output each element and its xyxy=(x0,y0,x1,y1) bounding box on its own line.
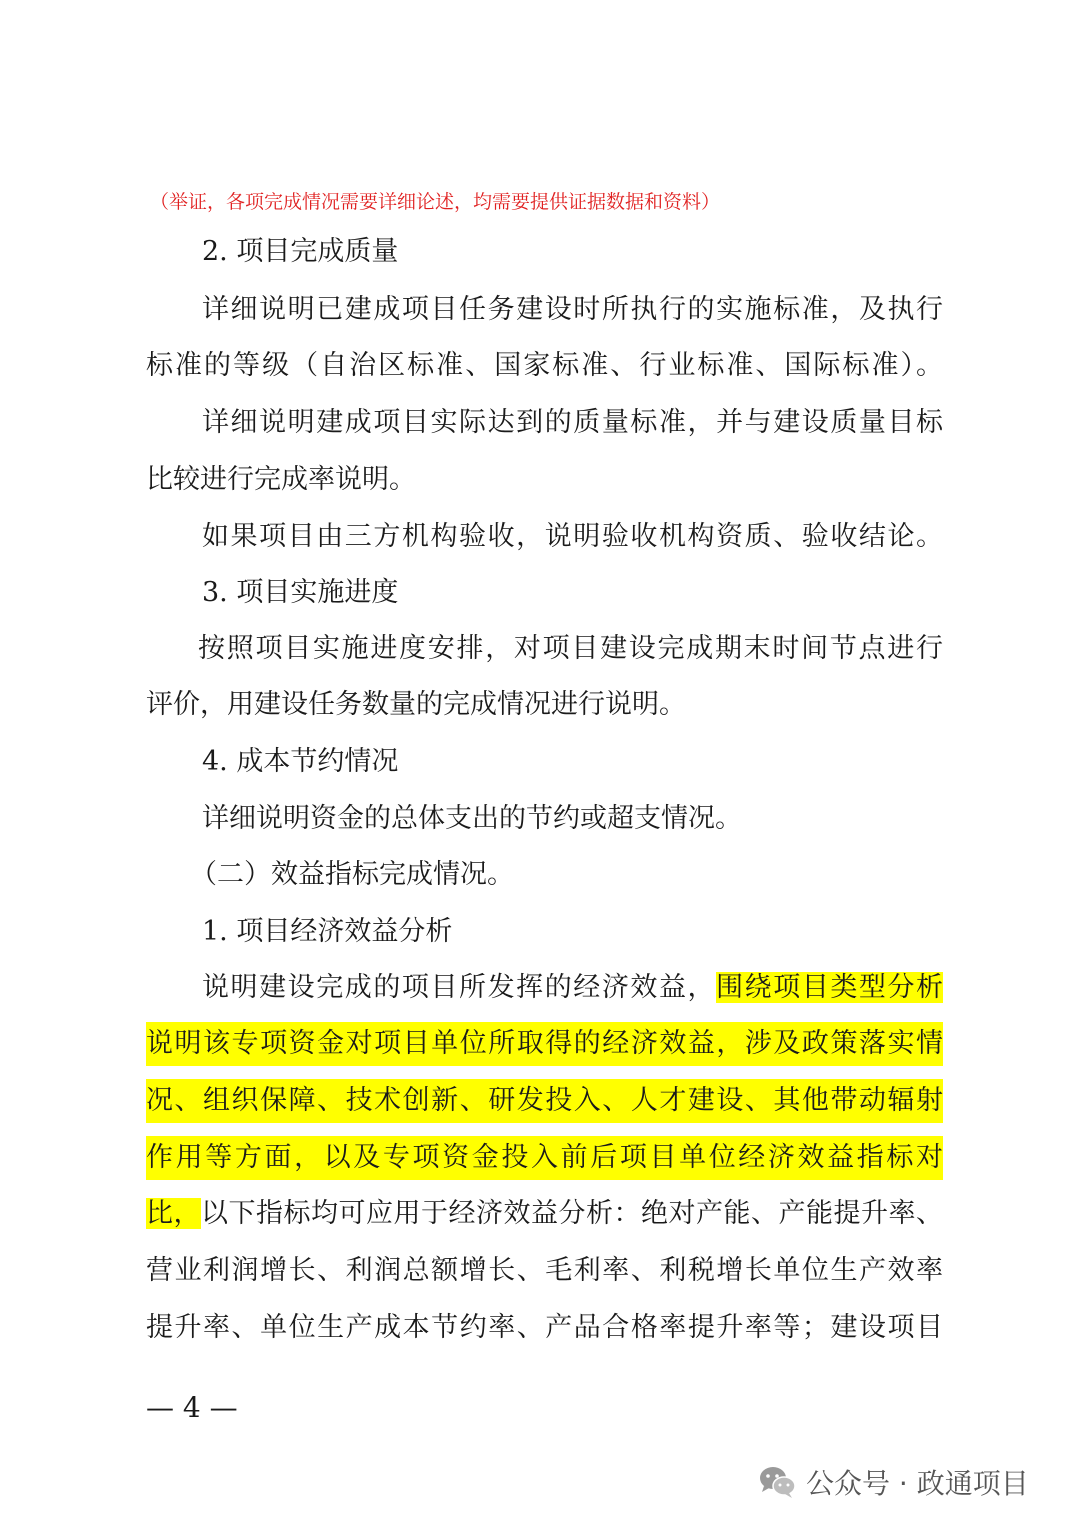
benefit-section-heading: （二）效益指标完成情况。 xyxy=(190,859,514,890)
cost-paragraph: 详细说明资金的总体支出的节约或超支情况。 xyxy=(202,803,742,834)
quality-paragraph-3: 如果项目由三方机构验收，说明验收机构资质、验收结论。 xyxy=(202,521,943,552)
quality-heading: 2. 项目完成质量 xyxy=(202,236,399,267)
wechat-watermark xyxy=(758,1462,1029,1502)
progress-paragraph-line-1: 按照项目实施进度安排，对项目建设完成期末时间节点进行 xyxy=(198,633,943,664)
highlighted-line-4: 作用等方面，以及专项资金投入前后项目单位经济效益指标对 xyxy=(146,1136,943,1180)
quality-paragraph-2-line-2: 比较进行完成率说明。 xyxy=(146,464,416,495)
economic-paragraph-line-6: 营业利润增长、利润总额增长、毛利率、利税增长单位生产效率 xyxy=(146,1255,943,1286)
highlighted-line-2: 说明该专项资金对项目单位所取得的经济效益，涉及政策落实情 xyxy=(146,1022,943,1066)
economic-paragraph-line-7: 提升率、单位生产成本节约率、产品合格率提升率等；建设项目 xyxy=(146,1312,943,1343)
economic-line-1-text: 说明建设完成的项目所发挥的经济效益， xyxy=(202,972,717,1003)
cost-heading: 4. 成本节约情况 xyxy=(202,746,399,777)
evidence-note: （举证，各项完成情况需要详细论述，均需要提供证据数据和资料） xyxy=(150,191,721,213)
economic-paragraph-line-5 xyxy=(146,1192,943,1236)
economic-paragraph-line-1 xyxy=(146,966,943,1010)
economic-benefit-heading: 1. 项目经济效益分析 xyxy=(202,916,453,947)
page-number: — 4 — xyxy=(146,1391,238,1424)
quality-paragraph-2-line-1: 详细说明建成项目实际达到的质量标准，并与建设质量目标 xyxy=(202,407,943,438)
progress-heading: 3. 项目实施进度 xyxy=(202,577,399,608)
quality-paragraph-1-line-2: 标准的等级（自治区标准、国家标准、行业标准、国际标准）。 xyxy=(146,350,943,381)
progress-paragraph-line-2: 评价，用建设任务数量的完成情况进行说明。 xyxy=(146,689,686,720)
quality-paragraph-1-line-1: 详细说明已建成项目任务建设时所执行的实施标准，及执行 xyxy=(202,294,943,325)
wechat-icon xyxy=(758,1465,796,1499)
highlighted-line-3: 况、组织保障、技术创新、研发投入、人才建设、其他带动辐射 xyxy=(146,1079,943,1123)
highlighted-text: 围绕项目类型分析 xyxy=(716,972,944,1003)
highlighted-text: 比， xyxy=(146,1198,201,1229)
economic-line-5-text: 以下指标均可应用于经济效益分析：绝对产能、产能提升率、 xyxy=(201,1198,943,1229)
watermark-text: 公众号 · 政通项目 xyxy=(806,1467,1029,1500)
